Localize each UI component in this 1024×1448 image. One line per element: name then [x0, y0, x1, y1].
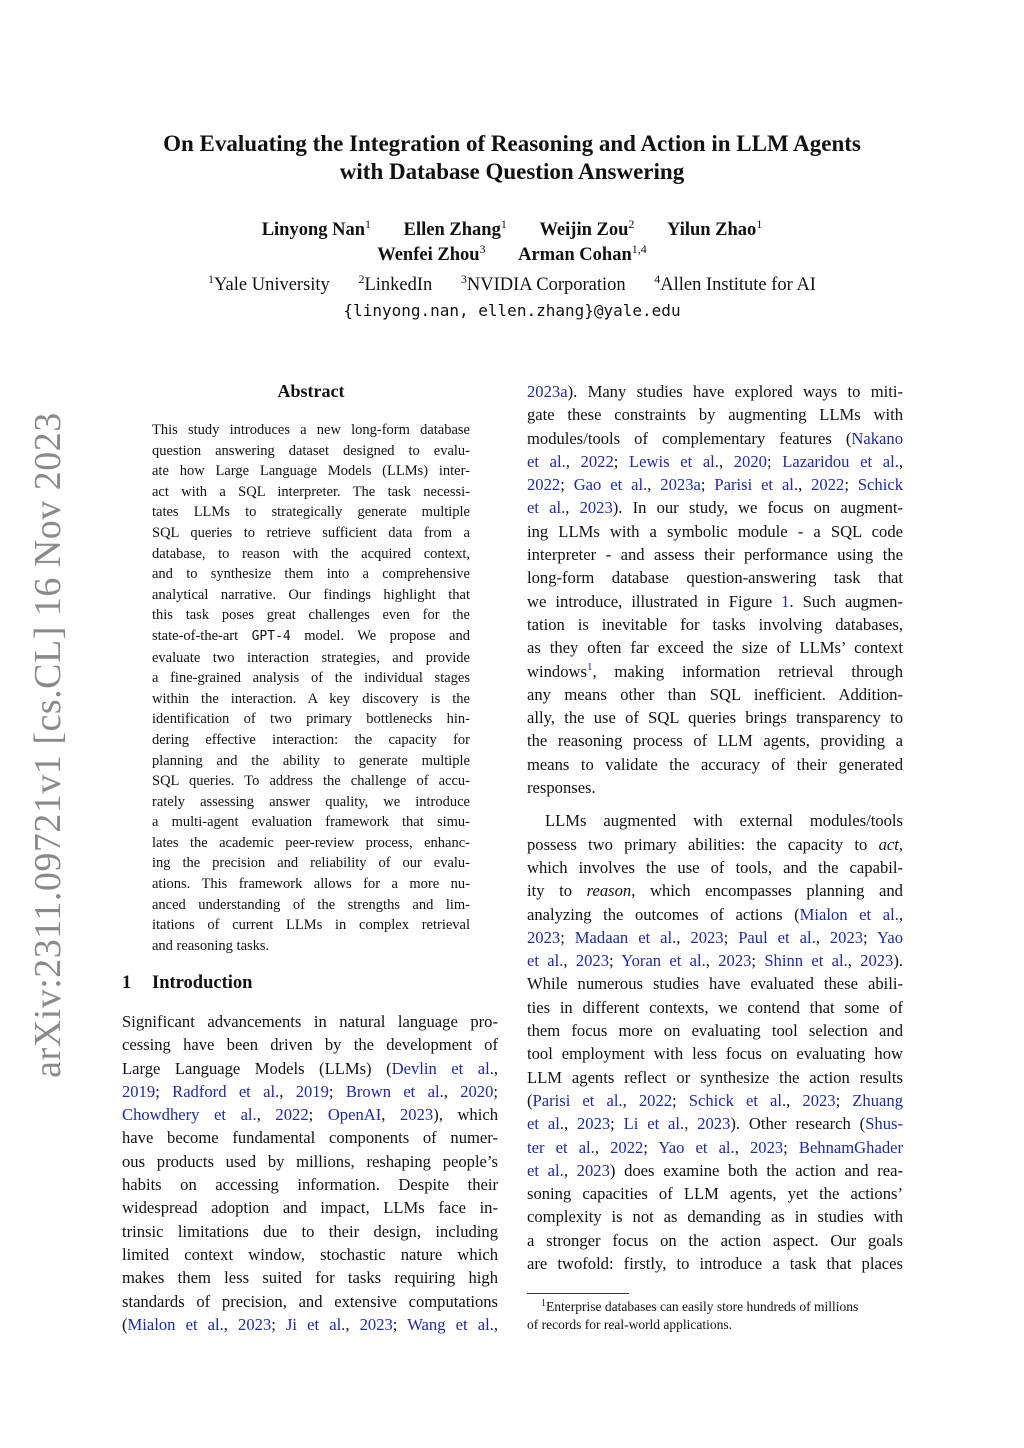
body-line: as they often far exceed the size of LLMs’ context: [527, 638, 903, 658]
body-line: interpreter - and assess their performance using the: [527, 545, 903, 565]
body-line: trinsic limitations due to their design, including: [122, 1221, 498, 1241]
body-line: cessing have been driven by the development of: [122, 1035, 498, 1055]
citation-link[interactable]: 2023: [802, 1090, 836, 1110]
body-line: et al., 2023; Yoran et al., 2023; Shinn et al., 2023).: [527, 951, 904, 971]
citation-link[interactable]: 2019: [295, 1081, 329, 1101]
abstract-line: rately assessing answer quality, we introduce: [152, 793, 470, 810]
citation-link[interactable]: 2023: [576, 1114, 611, 1134]
citation-link[interactable]: Brown et al.: [345, 1081, 444, 1101]
body-line: them focus more on evaluating tool selection and: [527, 1021, 903, 1041]
citation-link[interactable]: 2023: [238, 1314, 272, 1334]
title-line-2: with Database Question Answering: [339, 159, 685, 184]
abstract-line: dering effective interaction: the capacity for: [152, 731, 470, 748]
citation-link[interactable]: Mialon et al.: [799, 904, 899, 924]
citation-link[interactable]: 2023: [718, 951, 752, 971]
citation-link[interactable]: et al.: [527, 1114, 564, 1134]
body-line: responses.: [527, 778, 596, 798]
body-line: makes them less suited for tasks requiring high: [122, 1268, 498, 1288]
body-line: long-form database question-answering task that: [527, 568, 903, 588]
citation-link[interactable]: Li et al.: [623, 1114, 685, 1134]
citation-link[interactable]: Madaan et al.: [574, 927, 677, 947]
body-line: complexity is not as demanding as in studies with: [527, 1207, 903, 1227]
citation-link[interactable]: 2023a: [527, 382, 568, 401]
citation-link[interactable]: 2023: [697, 1114, 731, 1134]
citation-link[interactable]: Chowdhery et al.: [122, 1105, 257, 1125]
citation-link[interactable]: Nakano: [851, 428, 903, 448]
body-line: 2023; Madaan et al., 2023; Paul et al., 2023; Yao: [527, 927, 903, 947]
body-line: tation is inevitable for tasks involving databases,: [527, 614, 903, 634]
body-line: ity to reason, which encompasses planning and: [527, 881, 903, 901]
body-line: analyzing the outcomes of actions (Mialon et al.,: [527, 904, 903, 924]
abstract-line: identification of two primary bottlenecks hin-: [152, 711, 470, 728]
abstract-line: a multi-agent evaluation framework that simu-: [152, 814, 470, 831]
body-line: a stronger focus on the action aspect. Our goals: [527, 1230, 903, 1250]
author: Yilun Zhao$^1$: [667, 217, 763, 240]
abstract-line: and reasoning tasks.: [152, 937, 270, 954]
affiliation: $^4$Allen Institute for AI: [654, 272, 816, 295]
abstract-line: ate how Large Language Models (LLMs) inter-: [152, 463, 470, 480]
body-line: the reasoning process of LLM agents, providing a: [527, 731, 903, 751]
abstract-line: analytical narrative. Our findings highlight that: [152, 586, 470, 603]
abstract-line: lates the academic peer-review process, enhanc-: [152, 834, 470, 851]
body-line: 2022; Gao et al., 2023a; Parisi et al., 2022; Schick: [527, 475, 903, 495]
abstract-line: planning and the ability to generate multiple: [152, 752, 470, 769]
body-line: 2019; Radford et al., 2019; Brown et al., 2020;: [122, 1081, 499, 1101]
abstract-line: a fine-grained analysis of the individual stages: [152, 670, 470, 687]
footnote: [527, 1298, 903, 1334]
citation-link[interactable]: 2022: [580, 451, 614, 471]
citation-link[interactable]: Paul et al.: [738, 927, 816, 947]
citation-link[interactable]: 2020: [733, 451, 767, 471]
citation-link[interactable]: Shus-: [865, 1114, 904, 1134]
body-line: ter et al., 2022; Yao et al., 2023; BehnamGhader: [527, 1137, 904, 1157]
right-column: [527, 380, 903, 1275]
citation-link[interactable]: 2022: [811, 475, 845, 495]
abstract-line: this task poses great challenges even for the: [152, 607, 470, 624]
citation-link[interactable]: 2022: [275, 1105, 309, 1125]
citation-link[interactable]: 2023: [829, 927, 864, 947]
figure-reference-link[interactable]: 1: [781, 591, 790, 611]
body-line: Chowdhery et al., 2022; OpenAI, 2023), which: [122, 1105, 498, 1125]
citation-link[interactable]: Devlin et al.: [391, 1058, 494, 1078]
body-line: ous products used by millions, reshaping people’s: [122, 1151, 498, 1171]
footnote-divider: [527, 1293, 629, 1294]
citation-link[interactable]: et al.: [527, 451, 566, 471]
abstract-body: [152, 420, 470, 956]
contact-email: {linyong.nan, ellen.zhang}@yale.edu: [343, 301, 681, 320]
body-line: 2023a). Many studies have explored ways to miti-: [527, 382, 903, 401]
citation-link[interactable]: 2023a: [660, 475, 701, 495]
body-line: are twofold: firstly, to introduce a task that places: [527, 1253, 903, 1273]
citation-link[interactable]: Mialon et al.: [127, 1314, 224, 1334]
body-line: gate these constraints by augmenting LLMs with: [527, 405, 903, 425]
body-line: we introduce, illustrated in Figure 1. Such augmen-: [527, 591, 904, 611]
citation-link[interactable]: Schick et al.: [688, 1090, 787, 1110]
affiliation: $^2$LinkedIn: [358, 272, 433, 295]
body-line: et al., 2023). In our study, we focus on augment-: [527, 498, 904, 518]
model-name: GPT-4: [251, 628, 291, 644]
section-heading-introduction: 1 Introduction: [122, 973, 253, 993]
citation-link[interactable]: et al.: [527, 951, 564, 971]
body-line: limited context window, stochastic nature which: [122, 1244, 498, 1264]
body-line: (Parisi et al., 2022; Schick et al., 2023; Zhuang: [527, 1090, 903, 1110]
citation-link[interactable]: Yoran et al.: [621, 951, 706, 971]
body-line: ally, the use of SQL queries brings transparency to: [527, 708, 903, 728]
citation-link[interactable]: Ji et al.: [285, 1314, 346, 1334]
body-line: (Mialon et al., 2023; Ji et al., 2023; Wang et al.,: [122, 1314, 498, 1334]
citation-link[interactable]: Lewis et al.: [629, 451, 719, 471]
abstract-line: act with a SQL interpreter. The task necessi-: [152, 483, 470, 500]
citation-link[interactable]: 2023: [400, 1105, 434, 1125]
body-line: modules/tools of complementary features (Nakano: [527, 428, 903, 448]
body-line: et al., 2022; Lewis et al., 2020; Lazaridou et al.,: [527, 451, 904, 471]
citation-link[interactable]: Lazaridou et al.: [782, 451, 899, 471]
citation-link[interactable]: Parisi et al.: [532, 1090, 623, 1110]
citation-link[interactable]: Yao: [877, 927, 903, 947]
citation-link[interactable]: ter et al.: [527, 1137, 595, 1157]
citation-link[interactable]: 2020: [460, 1081, 494, 1101]
citation-link[interactable]: 2023: [359, 1314, 393, 1334]
arxiv-identifier-stamp: arXiv:2311.09721v1 [cs.CL] 16 Nov 2023: [27, 412, 69, 1078]
body-line: ing LLMs with a symbolic module - a SQL code: [527, 521, 903, 541]
abstract-line: state-of-the-art GPT-4 model. We propose and: [152, 627, 470, 644]
author-list: [100, 218, 924, 268]
citation-link[interactable]: Radford et al.: [172, 1081, 280, 1101]
affiliation-list: [100, 273, 924, 298]
body-line: ties in different contexts, we contend that some of: [527, 997, 903, 1017]
affiliation: $^3$NVIDIA Corporation: [460, 272, 626, 295]
citation-link[interactable]: OpenAI: [327, 1105, 382, 1125]
body-line: et al., 2023; Li et al., 2023). Other research (Shus-: [527, 1114, 904, 1134]
citation-link[interactable]: 2023: [575, 951, 610, 971]
body-line: have become fundamental components of numer-: [122, 1128, 498, 1148]
citation-link[interactable]: 2022: [610, 1137, 644, 1157]
abstract-line: question answering dataset designed to evalu-: [152, 442, 470, 459]
footnote-line: of records for real-world applications.: [527, 1317, 733, 1332]
abstract-line: This study introduces a new long-form database: [152, 422, 470, 438]
body-line: Significant advancements in natural language pro-: [122, 1012, 498, 1031]
body-line: tool employment with less focus on evaluating how: [527, 1044, 903, 1064]
citation-link[interactable]: 2022: [638, 1090, 673, 1110]
abstract-line: anced understanding of the strengths and lim-: [152, 896, 470, 913]
body-line: any means other than SQL inefficient. Addition-: [527, 684, 903, 704]
author: Arman Cohan$^{1,4}$: [518, 242, 647, 265]
body-line: soning capacities of LLM agents, yet the actions’: [527, 1184, 903, 1204]
body-line: LLM agents reflect or synthesize the action results: [527, 1067, 903, 1087]
abstract-line: ations. This framework allows for a more nu-: [152, 876, 470, 893]
body-line: standards of precision, and extensive computations: [122, 1291, 498, 1311]
citation-link[interactable]: 2019: [122, 1081, 156, 1101]
citation-link[interactable]: 2023: [576, 1160, 610, 1180]
citation-link[interactable]: Zhuang: [852, 1090, 903, 1110]
author: Weijin Zou$^2$: [539, 217, 635, 240]
body-line: Large Language Models (LLMs) (Devlin et al.,: [122, 1058, 499, 1078]
body-line: habits on accessing information. Despite their: [122, 1175, 498, 1195]
author: Linyong Nan$^1$: [261, 217, 372, 240]
citation-link[interactable]: Wang et al.: [407, 1314, 494, 1334]
body-line: possess two primary abilities: the capacity to act,: [527, 834, 903, 854]
citation-link[interactable]: Gao et al.: [573, 475, 648, 495]
paper-title: [100, 130, 924, 186]
abstract-line: tates LLMs to strategically generate multiple: [152, 504, 470, 521]
citation-link[interactable]: Parisi et al.: [714, 475, 799, 495]
abstract-line: SQL queries to retrieve sufficient data from a: [152, 524, 470, 541]
author: Ellen Zhang$^1$: [403, 217, 507, 240]
citation-link[interactable]: et al.: [527, 1160, 564, 1180]
affiliation: $^1$Yale University: [208, 272, 330, 295]
abstract-line: SQL queries. To address the challenge of accu-: [152, 773, 470, 790]
body-line: widespread adoption and impact, LLMs face in-: [122, 1198, 498, 1218]
title-line-1: On Evaluating the Integration of Reasoning and Action in LLM Agents: [163, 131, 861, 156]
author: Wenfei Zhou$^3$: [377, 242, 486, 265]
citation-link[interactable]: BehnamGhader: [798, 1137, 904, 1157]
abstract-line: itations of current LLMs in complex retrieval: [152, 917, 470, 934]
body-line: While numerous studies have evaluated these abili-: [527, 974, 903, 994]
body-line: means to validate the accuracy of their generated: [527, 754, 903, 774]
footnote-line: $^1$Enterprise databases can easily store hundreds of millions: [541, 1298, 859, 1314]
body-line: which involves the use of tools, and the capabil-: [527, 857, 903, 877]
citation-link[interactable]: 2022: [527, 475, 561, 495]
body-line: LLMs augmented with external modules/tools: [545, 811, 903, 831]
citation-link[interactable]: Shinn et al.: [764, 951, 848, 971]
abstract-line: evaluate two interaction strategies, and provide: [152, 649, 470, 666]
citation-link[interactable]: 2023: [527, 927, 561, 947]
citation-link[interactable]: 2023: [860, 951, 894, 971]
citation-link[interactable]: Schick: [857, 475, 903, 495]
abstract-heading: Abstract: [277, 381, 345, 401]
body-line: et al., 2023) does examine both the action and rea-: [527, 1160, 904, 1180]
citation-link[interactable]: 2023: [579, 498, 613, 518]
citation-link[interactable]: 2023: [690, 927, 724, 947]
introduction-left-column: [122, 1010, 498, 1336]
abstract-line: ing the precision and reliability of our evalu-: [152, 855, 470, 872]
body-line: windows$^1$, making information retrieval through: [527, 660, 903, 681]
abstract-line: within the interaction. A key discovery is the: [152, 690, 470, 707]
abstract-line: and to synthesize them into a comprehensive: [152, 566, 470, 583]
citation-link[interactable]: et al.: [527, 498, 566, 518]
footnote-marker[interactable]: 1: [586, 660, 593, 673]
citation-link[interactable]: 2023: [749, 1137, 784, 1157]
abstract-line: database, to reason with the acquired context,: [152, 545, 470, 562]
citation-link[interactable]: Yao et al.: [658, 1137, 735, 1157]
